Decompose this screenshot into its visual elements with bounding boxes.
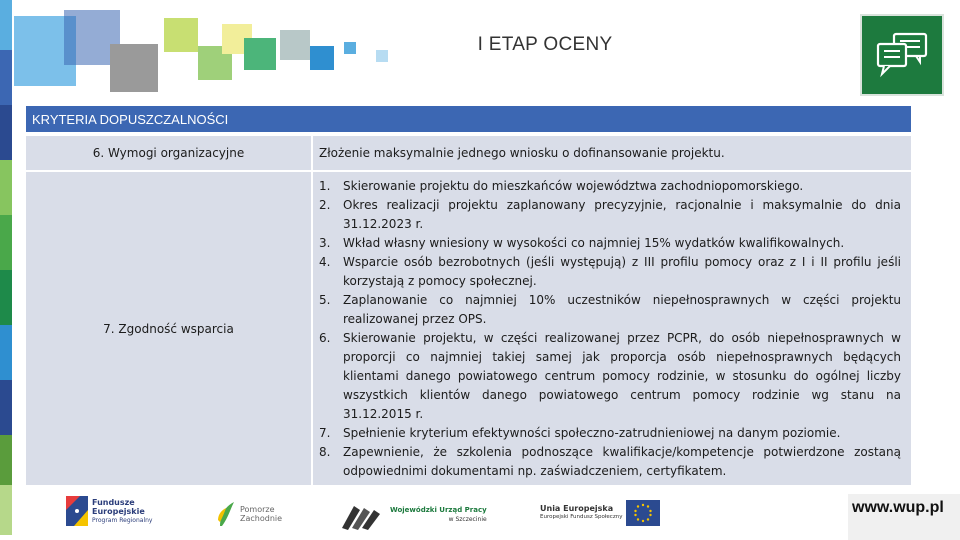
- page-title: I ETAP OCENY: [477, 34, 613, 55]
- website-url[interactable]: www.wup.pl: [848, 494, 960, 540]
- criteria-list: [319, 172, 901, 481]
- left-color-stripe: [0, 0, 12, 540]
- footer-logos: [60, 492, 700, 536]
- pomorze-zachodnie-logo: Pomorze Zachodnie: [216, 500, 282, 528]
- row-label: 6. Wymogi organizacyjne: [26, 136, 311, 170]
- list-item: 1. Skierowanie projektu do mieszkańców województwa zachodniopomorskiego.: [319, 179, 804, 193]
- wup-szczecin-logo: Wojewódzki Urząd Pracy w Szczecinie: [340, 500, 487, 530]
- criteria-table: [26, 106, 911, 485]
- row-content: [313, 172, 911, 485]
- list-item: 7. Spełnienie kryterium efektywności społeczno-zatrudnieniowej na danym poziomie.: [319, 426, 841, 440]
- row-label: 7. Zgodność wsparcia: [26, 172, 311, 485]
- list-item: 2. Okres realizacji projektu zaplanowany precyzyjnie, racjonalnie i maksymalnie do dnia 31.12.2023 r.: [319, 198, 901, 231]
- fe-flag-icon: [66, 496, 88, 526]
- table-heading: KRYTERIA DOPUSZCZALNOŚCI: [26, 106, 911, 132]
- chat-bubbles-icon: [876, 32, 930, 78]
- unia-europejska-logo: Unia Europejska Europejski Fundusz Społeczny: [540, 500, 660, 526]
- list-item: 8. Zapewnienie, że szkolenia podnoszące kwalifikacje/kompetencje potwierdzone zostaną odpowiednimi dokumentami np. zaświadczeniem, certyfikatem.: [319, 445, 901, 478]
- list-item: 3. Wkład własny wniesiony w wysokości co najmniej 15% wydatków kwalifikowalnych.: [319, 236, 845, 250]
- row-content: Złożenie maksymalnie jednego wniosku o dofinansowanie projektu.: [313, 136, 911, 170]
- table-row: [26, 172, 911, 485]
- eu-flag-icon: [626, 500, 660, 526]
- fundusze-europejskie-logo: Fundusze Europejskie Program Regionalny: [66, 496, 152, 526]
- wup-emblem-icon: [340, 500, 384, 530]
- list-item: 4. Wsparcie osób bezrobotnych (jeśli występują) z III profilu pomocy oraz z I i II profilu jeśli korzystają z pomocy społecznej.: [319, 255, 901, 288]
- list-item: 6. Skierowanie projektu, w części realizowanej przez PCPR, do osób niepełnosprawnych w proporcji co najmniej takiej samej jak proporcja osób niepełnosprawnych będących klientami danego powiatowego centrum pomocy rodzinie, w stosunku do ogólnej liczby wszystkich klientów danego powiatowego centrum pomocy rodzinie wg stanu na 31.12.2015 r.: [319, 331, 901, 421]
- list-item: 5. Zaplanowanie co najmniej 10% uczestników niepełnosprawnych w części projektu realizowanej przez OPS.: [319, 293, 901, 326]
- chat-badge[interactable]: [860, 14, 944, 96]
- table-row: [26, 136, 911, 170]
- leaf-icon: [216, 500, 236, 528]
